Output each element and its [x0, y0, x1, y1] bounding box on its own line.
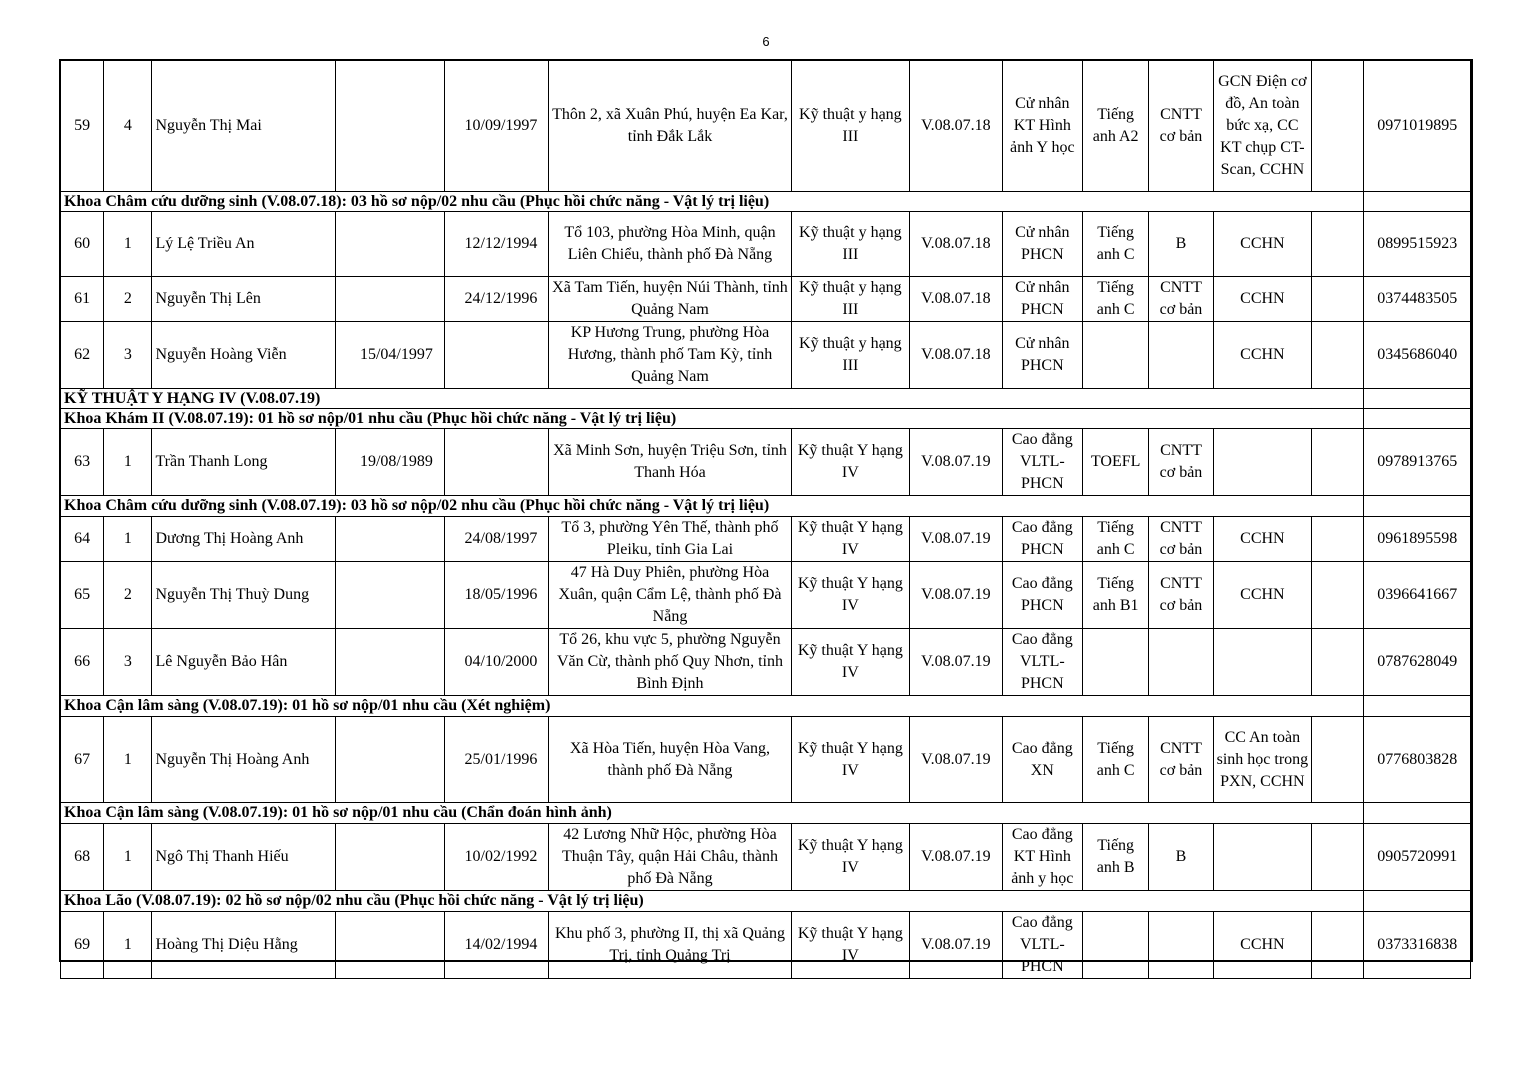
- row-number: 64: [61, 517, 104, 562]
- degree: Cao đẳng VLTL-PHCN: [1002, 912, 1082, 979]
- dob-male: [336, 912, 445, 979]
- title-code: V.08.07.19: [910, 824, 1002, 891]
- group-index: 3: [104, 629, 152, 696]
- job-title: Kỹ thuật Y hạng IV: [791, 517, 910, 562]
- it-cert: CNTT cơ bản: [1149, 61, 1213, 192]
- title-code: V.08.07.18: [910, 212, 1002, 277]
- note: [1312, 61, 1364, 192]
- degree: Cử nhân PHCN: [1002, 277, 1082, 322]
- section-header: Khoa Cận lâm sàng (V.08.07.19): 01 hồ sơ nộp/01 nhu cầu (Xét nghiệm): [61, 696, 1364, 717]
- dob-male: 19/08/1989: [336, 429, 445, 496]
- address: Khu phố 3, phường II, thị xã Quảng Trị, tỉnh Quảng Trị: [549, 912, 791, 979]
- empty-cell: [1364, 891, 1471, 912]
- address: Xã Minh Sơn, huyện Triệu Sơn, tỉnh Thanh Hóa: [549, 429, 791, 496]
- note: [1312, 429, 1364, 496]
- candidate-name: Trần Thanh Long: [152, 429, 336, 496]
- job-title: Kỹ thuật y hạng III: [791, 277, 910, 322]
- other-cert: CC An toàn sinh học trong PXN, CCHN: [1213, 717, 1311, 803]
- title-code: V.08.07.19: [910, 562, 1002, 629]
- row-number: 61: [61, 277, 104, 322]
- group-index: 2: [104, 277, 152, 322]
- degree: Cao đẳng VLTL-PHCN: [1002, 429, 1082, 496]
- group-index: 1: [104, 824, 152, 891]
- it-cert: CNTT cơ bản: [1149, 429, 1213, 496]
- table-row: [61, 824, 1471, 891]
- group-index: 2: [104, 562, 152, 629]
- job-title: Kỹ thuật y hạng III: [791, 322, 910, 389]
- row-number: 68: [61, 824, 104, 891]
- phone-number: 0787628049: [1364, 629, 1471, 696]
- group-index: 1: [104, 429, 152, 496]
- section-header-row: [61, 696, 1471, 717]
- candidate-name: Dương Thị Hoàng Anh: [152, 517, 336, 562]
- table-row: [61, 277, 1471, 322]
- address: KP Hương Trung, phường Hòa Hương, thành phố Tam Kỳ, tỉnh Quảng Nam: [549, 322, 791, 389]
- candidate-name: Nguyễn Hoàng Viễn: [152, 322, 336, 389]
- row-number: 67: [61, 717, 104, 803]
- section-header-row: [61, 803, 1471, 824]
- other-cert: CCHN: [1213, 562, 1311, 629]
- phone-number: 0374483505: [1364, 277, 1471, 322]
- candidate-name: Nguyễn Thị Lên: [152, 277, 336, 322]
- title-code: V.08.07.19: [910, 629, 1002, 696]
- row-number: 63: [61, 429, 104, 496]
- row-number: 65: [61, 562, 104, 629]
- table-row: [61, 912, 1471, 979]
- dob-female: 24/08/1997: [444, 517, 549, 562]
- address: Xã Tam Tiến, huyện Núi Thành, tỉnh Quảng Nam: [549, 277, 791, 322]
- address: 42 Lương Nhữ Hộc, phường Hòa Thuận Tây, quận Hải Châu, thành phố Đà Nẵng: [549, 824, 791, 891]
- phone-number: 0905720991: [1364, 824, 1471, 891]
- address: Tổ 3, phường Yên Thế, thành phố Pleiku, tỉnh Gia Lai: [549, 517, 791, 562]
- empty-cell: [1364, 192, 1471, 212]
- note: [1312, 824, 1364, 891]
- dob-female: 10/02/1992: [444, 824, 549, 891]
- phone-number: 0978913765: [1364, 429, 1471, 496]
- title-code: V.08.07.19: [910, 912, 1002, 979]
- row-number: 69: [61, 912, 104, 979]
- other-cert: [1213, 629, 1311, 696]
- empty-cell: [1364, 389, 1471, 409]
- other-cert: GCN Điện cơ đồ, An toàn bức xạ, CC KT chụp CT-Scan, CCHN: [1213, 61, 1311, 192]
- it-cert: B: [1149, 212, 1213, 277]
- table-row: [61, 212, 1471, 277]
- language-cert: Tiếng anh A2: [1083, 61, 1149, 192]
- empty-cell: [1364, 409, 1471, 429]
- title-code: V.08.07.18: [910, 322, 1002, 389]
- job-title: Kỹ thuật Y hạng IV: [791, 912, 910, 979]
- degree: Cao đẳng XN: [1002, 717, 1082, 803]
- dob-female: 25/01/1996: [444, 717, 549, 803]
- dob-male: 15/04/1997: [336, 322, 445, 389]
- address: Tổ 103, phường Hòa Minh, quận Liên Chiểu, thành phố Đà Nẵng: [549, 212, 791, 277]
- candidate-name: Lê Nguyễn Bảo Hân: [152, 629, 336, 696]
- address: Xã Hòa Tiến, huyện Hòa Vang, thành phố Đà Nẵng: [549, 717, 791, 803]
- job-title: Kỹ thuật Y hạng IV: [791, 717, 910, 803]
- row-number: 62: [61, 322, 104, 389]
- section-header: Khoa Châm cứu dưỡng sinh (V.08.07.18): 03 hồ sơ nộp/02 nhu cầu (Phục hồi chức năng - Vật lý trị liệu): [61, 192, 1364, 212]
- title-code: V.08.07.19: [910, 429, 1002, 496]
- section-header-row: [61, 389, 1471, 409]
- phone-number: 0899515923: [1364, 212, 1471, 277]
- job-title: Kỹ thuật Y hạng IV: [791, 562, 910, 629]
- candidate-name: Nguyễn Thị Mai: [152, 61, 336, 192]
- table-row: [61, 61, 1471, 192]
- job-title: Kỹ thuật Y hạng IV: [791, 824, 910, 891]
- language-cert: Tiếng anh C: [1083, 212, 1149, 277]
- language-cert: Tiếng anh C: [1083, 717, 1149, 803]
- group-index: 4: [104, 61, 152, 192]
- job-title: Kỹ thuật y hạng III: [791, 61, 910, 192]
- section-header-row: [61, 496, 1471, 517]
- note: [1312, 562, 1364, 629]
- page-number: 6: [762, 34, 770, 49]
- phone-number: 0971019895: [1364, 61, 1471, 192]
- language-cert: [1083, 912, 1149, 979]
- dob-female: 10/09/1997: [444, 61, 549, 192]
- group-index: 3: [104, 322, 152, 389]
- phone-number: 0373316838: [1364, 912, 1471, 979]
- section-header: Khoa Lão (V.08.07.19): 02 hồ sơ nộp/02 nhu cầu (Phục hồi chức năng - Vật lý trị liệu): [61, 891, 1364, 912]
- other-cert: CCHN: [1213, 517, 1311, 562]
- table-row: [61, 322, 1471, 389]
- job-title: Kỹ thuật y hạng III: [791, 212, 910, 277]
- note: [1312, 629, 1364, 696]
- it-cert: [1149, 629, 1213, 696]
- address: Thôn 2, xã Xuân Phú, huyện Ea Kar, tỉnh Đắk Lắk: [549, 61, 791, 192]
- candidate-name: Hoàng Thị Diệu Hằng: [152, 912, 336, 979]
- section-header: Khoa Châm cứu dưỡng sinh (V.08.07.19): 03 hồ sơ nộp/02 nhu cầu (Phục hồi chức năng - Vật lý trị liệu): [61, 496, 1364, 517]
- dob-female: [444, 322, 549, 389]
- degree: Cao đẳng PHCN: [1002, 517, 1082, 562]
- degree: Cao đẳng VLTL-PHCN: [1002, 629, 1082, 696]
- title-code: V.08.07.19: [910, 517, 1002, 562]
- note: [1312, 912, 1364, 979]
- language-cert: TOEFL: [1083, 429, 1149, 496]
- note: [1312, 717, 1364, 803]
- dob-female: 24/12/1996: [444, 277, 549, 322]
- dob-male: [336, 212, 445, 277]
- dob-female: [444, 429, 549, 496]
- section-header-row: [61, 409, 1471, 429]
- degree: Cử nhân PHCN: [1002, 212, 1082, 277]
- degree: Cử nhân KT Hình ảnh Y học: [1002, 61, 1082, 192]
- section-header-row: [61, 192, 1471, 212]
- section-header: KỸ THUẬT Y HẠNG IV (V.08.07.19): [61, 389, 1364, 409]
- empty-cell: [1364, 803, 1471, 824]
- phone-number: 0396641667: [1364, 562, 1471, 629]
- job-title: Kỹ thuật Y hạng IV: [791, 429, 910, 496]
- group-index: 1: [104, 517, 152, 562]
- degree: Cử nhân PHCN: [1002, 322, 1082, 389]
- dob-male: [336, 717, 445, 803]
- dob-male: [336, 562, 445, 629]
- other-cert: CCHN: [1213, 912, 1311, 979]
- other-cert: [1213, 824, 1311, 891]
- group-index: 1: [104, 212, 152, 277]
- title-code: V.08.07.18: [910, 277, 1002, 322]
- language-cert: Tiếng anh C: [1083, 277, 1149, 322]
- language-cert: [1083, 629, 1149, 696]
- empty-cell: [1364, 496, 1471, 517]
- dob-male: [336, 629, 445, 696]
- dob-female: 18/05/1996: [444, 562, 549, 629]
- it-cert: [1149, 322, 1213, 389]
- dob-female: 04/10/2000: [444, 629, 549, 696]
- dob-female: 14/02/1994: [444, 912, 549, 979]
- group-index: 1: [104, 912, 152, 979]
- other-cert: CCHN: [1213, 212, 1311, 277]
- empty-cell: [1364, 696, 1471, 717]
- other-cert: [1213, 429, 1311, 496]
- it-cert: B: [1149, 824, 1213, 891]
- address: Tổ 26, khu vực 5, phường Nguyễn Văn Cừ, thành phố Quy Nhơn, tỉnh Bình Định: [549, 629, 791, 696]
- language-cert: Tiếng anh C: [1083, 517, 1149, 562]
- table-body: [61, 61, 1471, 979]
- degree: Cao đẳng PHCN: [1002, 562, 1082, 629]
- dob-male: [336, 277, 445, 322]
- table-row: [61, 629, 1471, 696]
- note: [1312, 322, 1364, 389]
- group-index: 1: [104, 717, 152, 803]
- table-row: [61, 562, 1471, 629]
- candidate-name: Nguyễn Thị Thuỳ Dung: [152, 562, 336, 629]
- dob-male: [336, 61, 445, 192]
- phone-number: 0776803828: [1364, 717, 1471, 803]
- candidate-name: Lý Lệ Triều An: [152, 212, 336, 277]
- other-cert: CCHN: [1213, 322, 1311, 389]
- candidate-name: Ngô Thị Thanh Hiếu: [152, 824, 336, 891]
- it-cert: CNTT cơ bản: [1149, 517, 1213, 562]
- candidate-table: [60, 60, 1471, 979]
- it-cert: CNTT cơ bản: [1149, 277, 1213, 322]
- dob-male: [336, 517, 445, 562]
- title-code: V.08.07.19: [910, 717, 1002, 803]
- section-header-row: [61, 891, 1471, 912]
- note: [1312, 212, 1364, 277]
- title-code: V.08.07.18: [910, 61, 1002, 192]
- language-cert: Tiếng anh B1: [1083, 562, 1149, 629]
- it-cert: CNTT cơ bản: [1149, 717, 1213, 803]
- section-header: Khoa Cận lâm sàng (V.08.07.19): 01 hồ sơ nộp/01 nhu cầu (Chẩn đoán hình ảnh): [61, 803, 1364, 824]
- language-cert: Tiếng anh B: [1083, 824, 1149, 891]
- row-number: 59: [61, 61, 104, 192]
- address: 47 Hà Duy Phiên, phường Hòa Xuân, quận Cẩm Lệ, thành phố Đà Nẵng: [549, 562, 791, 629]
- other-cert: CCHN: [1213, 277, 1311, 322]
- table-row: [61, 429, 1471, 496]
- degree: Cao đẳng KT Hình ảnh y học: [1002, 824, 1082, 891]
- dob-male: [336, 824, 445, 891]
- phone-number: 0961895598: [1364, 517, 1471, 562]
- note: [1312, 277, 1364, 322]
- job-title: Kỹ thuật Y hạng IV: [791, 629, 910, 696]
- it-cert: [1149, 912, 1213, 979]
- table-row: [61, 517, 1471, 562]
- it-cert: CNTT cơ bản: [1149, 562, 1213, 629]
- dob-female: 12/12/1994: [444, 212, 549, 277]
- phone-number: 0345686040: [1364, 322, 1471, 389]
- language-cert: [1083, 322, 1149, 389]
- row-number: 60: [61, 212, 104, 277]
- note: [1312, 517, 1364, 562]
- candidate-name: Nguyễn Thị Hoàng Anh: [152, 717, 336, 803]
- table-row: [61, 717, 1471, 803]
- row-number: 66: [61, 629, 104, 696]
- section-header: Khoa Khám II (V.08.07.19): 01 hồ sơ nộp/01 nhu cầu (Phục hồi chức năng - Vật lý trị liệu): [61, 409, 1364, 429]
